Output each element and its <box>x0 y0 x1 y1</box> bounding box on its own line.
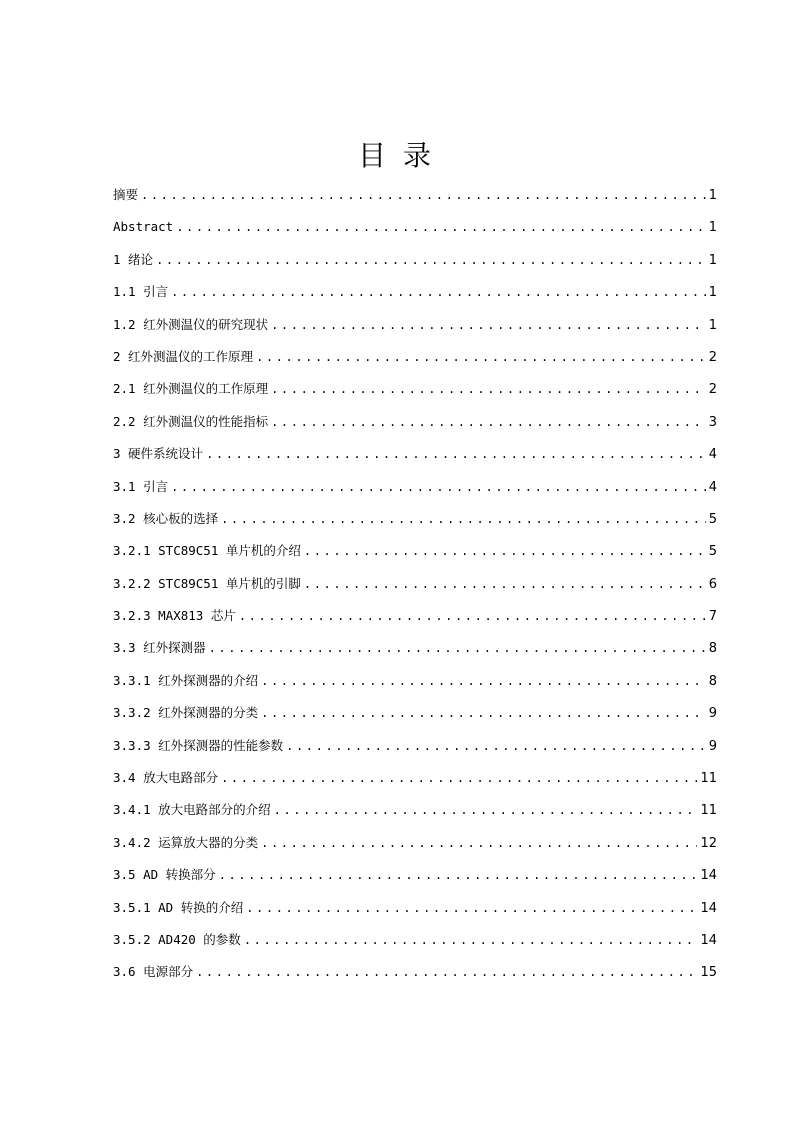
toc-entry[interactable] <box>113 859 717 891</box>
toc-entry-label: 3.6 电源部分 <box>113 964 194 980</box>
toc-entry-label: 3.2.2 STC89C51 单片机的引脚 <box>113 575 301 591</box>
toc-leader-dots <box>206 438 706 470</box>
toc-entry-label: 1.1 引言 <box>113 284 169 300</box>
toc-entry-page-number: 1 <box>708 188 717 203</box>
toc-entry[interactable] <box>113 697 717 729</box>
toc-entry-page-number: 14 <box>700 932 717 948</box>
toc-leader-dots <box>256 341 706 373</box>
toc-entry-page-number: 11 <box>700 803 717 819</box>
toc-entry[interactable] <box>113 956 717 988</box>
toc-leader-dots <box>261 665 706 697</box>
toc-entry-page-number: 1 <box>708 252 717 268</box>
toc-entry-label: 1.2 红外测温仪的研究现状 <box>113 316 269 332</box>
toc-leader-dots <box>196 956 697 988</box>
toc-leader-dots <box>156 244 706 276</box>
toc-leader-dots <box>141 179 706 211</box>
toc-entry-label: Abstract <box>113 219 174 235</box>
toc-entry-label: 2.2 红外测温仪的性能指标 <box>113 413 269 429</box>
toc-entry-page-number: 15 <box>700 965 717 981</box>
toc-entry-label: 3.3 红外探测器 <box>113 640 206 656</box>
toc-entry[interactable] <box>113 665 717 697</box>
toc-entry-label: 3.2.1 STC89C51 单片机的介绍 <box>113 543 301 559</box>
toc-entry[interactable] <box>113 179 717 211</box>
toc-entry-page-number: 6 <box>708 576 717 592</box>
toc-entry[interactable] <box>113 568 717 600</box>
toc-entry-page-number: 9 <box>708 738 717 754</box>
toc-entry[interactable] <box>113 600 717 632</box>
toc-entry[interactable] <box>113 827 717 859</box>
toc-entry-label: 3.3.1 红外探测器的介绍 <box>113 672 259 688</box>
toc-leader-dots <box>304 535 706 567</box>
toc-entry[interactable] <box>113 503 717 535</box>
toc-entry-label: 3.3.2 红外探测器的分类 <box>113 705 259 721</box>
toc-entry-page-number: 4 <box>708 447 717 463</box>
toc-entry-page-number: 2 <box>708 382 717 398</box>
toc-entry-page-number: 1 <box>708 317 717 333</box>
toc-leader-dots <box>261 827 697 859</box>
toc-entry-label: 3.4 放大电路部分 <box>113 770 219 786</box>
toc-entry[interactable] <box>113 730 717 762</box>
toc-entry-label: 3.3.3 红外探测器的性能参数 <box>113 737 284 753</box>
toc-leader-dots <box>271 373 706 405</box>
toc-entry-label: 3.1 引言 <box>113 478 169 494</box>
toc-entry[interactable] <box>113 244 717 276</box>
toc-leader-dots <box>176 211 706 243</box>
toc-entry-page-number: 1 <box>708 220 717 236</box>
toc-entry-label: 3.4.1 放大电路部分的介绍 <box>113 802 271 818</box>
toc-entry-page-number: 14 <box>700 900 717 916</box>
toc-entry-page-number: 8 <box>708 641 717 657</box>
toc-entry-label: 3.2.3 MAX813 芯片 <box>113 608 236 624</box>
toc-leader-dots <box>304 568 706 600</box>
toc-entry-label: 2.1 红外测温仪的工作原理 <box>113 381 269 397</box>
toc-entry[interactable] <box>113 632 717 664</box>
toc-list <box>113 179 717 989</box>
toc-leader-dots <box>239 600 706 632</box>
toc-entry[interactable] <box>113 211 717 243</box>
toc-entry-page-number: 9 <box>708 706 717 722</box>
toc-leader-dots <box>219 859 698 891</box>
toc-entry-label: 3.5 AD 转换部分 <box>113 867 216 883</box>
toc-entry-label: 摘要 <box>113 187 139 202</box>
toc-entry[interactable] <box>113 406 717 438</box>
toc-entry-page-number: 7 <box>708 609 717 625</box>
toc-leader-dots <box>221 762 697 794</box>
toc-entry[interactable] <box>113 892 717 924</box>
toc-leader-dots <box>221 503 706 535</box>
toc-leader-dots <box>286 730 706 762</box>
toc-entry[interactable] <box>113 924 717 956</box>
toc-entry[interactable] <box>113 341 717 373</box>
toc-entry[interactable] <box>113 373 717 405</box>
toc-title: 目 录 <box>358 139 435 172</box>
toc-entry[interactable] <box>113 794 717 826</box>
toc-entry-page-number: 2 <box>708 349 717 365</box>
toc-leader-dots <box>261 697 706 729</box>
toc-entry-label: 1 绪论 <box>113 251 154 267</box>
toc-entry-page-number: 1 <box>708 285 717 301</box>
toc-leader-dots <box>271 406 706 438</box>
toc-entry-label: 3.4.2 运算放大器的分类 <box>113 834 259 850</box>
toc-entry[interactable] <box>113 471 717 503</box>
toc-entry[interactable] <box>113 276 717 308</box>
toc-entry-page-number: 4 <box>708 479 717 495</box>
toc-leader-dots <box>209 632 706 664</box>
toc-leader-dots <box>271 309 706 341</box>
toc-entry-page-number: 5 <box>708 544 717 560</box>
toc-entry-label: 2 红外测温仪的工作原理 <box>113 348 254 364</box>
toc-entry-page-number: 14 <box>700 868 717 884</box>
toc-entry[interactable] <box>113 309 717 341</box>
toc-leader-dots <box>244 924 698 956</box>
toc-leader-dots <box>246 892 697 924</box>
toc-leader-dots <box>171 471 706 503</box>
toc-entry-label: 3 硬件系统设计 <box>113 446 204 462</box>
toc-entry-page-number: 12 <box>700 835 717 851</box>
toc-entry[interactable] <box>113 438 717 470</box>
toc-entry-page-number: 8 <box>708 673 717 689</box>
toc-leader-dots <box>274 794 698 826</box>
toc-entry-page-number: 11 <box>700 771 717 787</box>
toc-entry-page-number: 5 <box>708 511 717 527</box>
toc-entry-page-number: 3 <box>708 414 717 430</box>
toc-entry-label: 3.5.1 AD 转换的介绍 <box>113 899 244 915</box>
toc-entry-label: 3.5.2 AD420 的参数 <box>113 931 241 947</box>
toc-leader-dots <box>171 276 706 308</box>
toc-entry-label: 3.2 核心板的选择 <box>113 510 219 526</box>
toc-entry[interactable] <box>113 535 717 567</box>
toc-entry[interactable] <box>113 762 717 794</box>
